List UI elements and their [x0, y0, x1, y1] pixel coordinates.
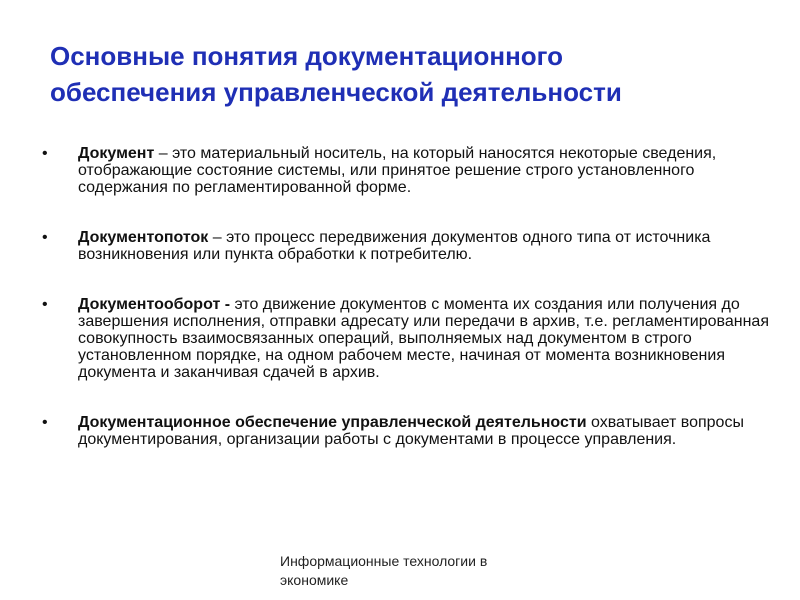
bullet-text: – это материальный носитель, на который наносятся некоторые сведения, отображающие состояние системы, или принятое решение строго установленного содержания по регламентированной форме.: [78, 145, 717, 196]
bullet-term: Документ: [78, 145, 155, 162]
slide-title: [50, 38, 770, 110]
bullet-list: [42, 145, 772, 448]
bullet-dot-icon: •: [42, 229, 48, 246]
bullet-item-document: [42, 145, 772, 196]
bullet-item-document-flow: [42, 229, 772, 263]
bullet-term: Документационное обеспечение управленческой деятельности: [78, 414, 587, 431]
slide-footer: [280, 552, 540, 590]
bullet-item-documentation-support: [42, 414, 772, 448]
bullet-term: Документопоток: [78, 229, 209, 246]
slide-title-line-1: Основные понятия документационного: [50, 41, 564, 71]
bullet-dot-icon: •: [42, 145, 48, 162]
bullet-term: Документооборот -: [78, 296, 231, 313]
slide-title-line-2: обеспечения управленческой деятельности: [50, 77, 622, 107]
bullet-text: – это процесс передвижения документов одного типа от источника возникновения или пункта обработки к потребителю.: [78, 229, 711, 263]
footer-line-2: экономике: [280, 572, 349, 588]
bullet-item-document-circulation: [42, 296, 772, 381]
footer-line-1: Информационные технологии в: [280, 553, 488, 569]
bullet-dot-icon: •: [42, 414, 48, 431]
bullet-text: это движение документов с момента их создания или получения до завершения исполнения, отправки адресату или передачи в архив, т.е. регламентированная совокупность взаимосвязанных операций, выполняемых над документом в строго установленном порядке, на одном рабочем месте, начиная от момента возникновения документа и заканчивая сдачей в архив.: [78, 296, 769, 381]
bullet-text: охватывает вопросы документирования, организации работы с документами в процессе управления.: [78, 414, 744, 448]
bullet-dot-icon: •: [42, 296, 48, 313]
